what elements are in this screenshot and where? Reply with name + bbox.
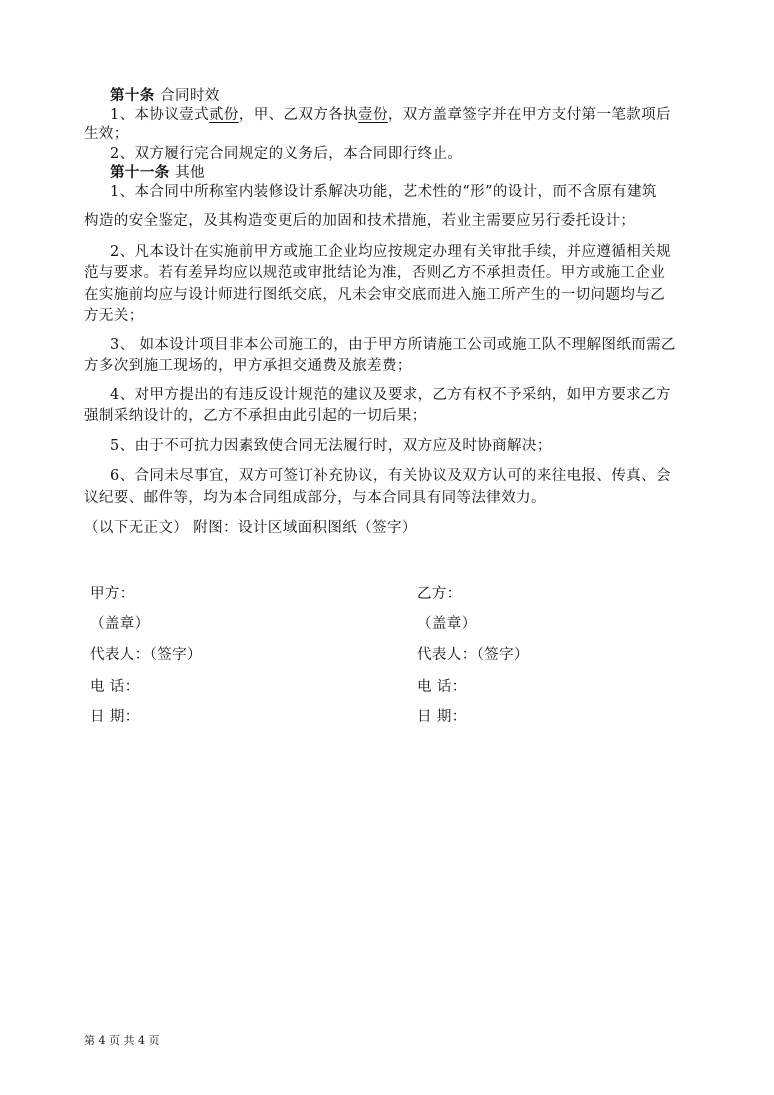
article-10-subtitle: 合同时效 xyxy=(160,88,220,104)
clause-text: 1、本协议壹式 xyxy=(110,107,210,123)
article-11-heading xyxy=(110,163,205,183)
article-11-item-5: 5、由于不可抗力因素致使合同无法履行时，双方应及时协商解决； xyxy=(110,438,552,454)
article-11-item-3: 3、 如本设计项目非本公司施工的，由于甲方所请施工公司或施工队不理解图纸而需乙 xyxy=(110,337,676,353)
party-b-label: 乙方： xyxy=(417,586,462,602)
article-11-item-2: 2、凡本设计在实施前甲方或施工企业均应按规定办理有关审批手续，并应遵循相关规 xyxy=(110,244,671,260)
copies-total: 贰份 xyxy=(209,107,239,123)
article-10-clause-2: 2、双方履行完合同规定的义务后，本合同即行终止。 xyxy=(110,146,463,162)
page-footer: 第 4 页 共 4 页 xyxy=(84,1034,160,1047)
article-10-clause-1 xyxy=(110,105,671,125)
article-11-title: 第十一条 xyxy=(110,164,170,181)
article-11-item-2-cont-1: 范与要求。若有差异均应以规范或审批结论为准，否则乙方不承担责任。甲方或施工企业 xyxy=(84,265,666,281)
party-a-date: 日 期： xyxy=(90,709,140,725)
article-10-heading xyxy=(110,86,220,106)
article-11-item-2-cont-3: 方无关； xyxy=(84,308,144,324)
article-11-item-6: 6、合同未尽事宜，双方可签订补充协议，有关协议及双方认可的来往电报、传真、会 xyxy=(110,468,671,484)
article-11-item-2-cont-2: 在实施前均应与设计师进行图纸交底，凡未会审交底而进入施工所产生的一切问题均与乙 xyxy=(84,287,666,303)
article-11-item-1: 1、本合同中所称室内装修设计系解决功能，艺术性的“形”的设计，而不含原有建筑 xyxy=(110,184,657,200)
clause-text: ，双方盖章签字并在甲方支付第一笔款项后 xyxy=(387,107,671,123)
party-a-label: 甲方： xyxy=(90,586,135,602)
article-11-item-4-cont: 强制采纳设计的，乙方不承担由此引起的一切后果； xyxy=(84,408,427,424)
article-11-item-6-cont: 议纪要、邮件等，均为本合同组成部分，与本合同具有同等法律效力。 xyxy=(84,490,546,506)
party-b-phone: 电 话： xyxy=(417,679,467,695)
copies-each: 壹份 xyxy=(358,107,388,123)
article-10-title: 第十条 xyxy=(110,87,155,104)
article-11-subtitle: 其他 xyxy=(175,165,205,181)
article-10-clause-1-cont: 生效； xyxy=(84,126,129,142)
end-of-text-note: （以下无正文） 附图：设计区域面积图纸（签字） xyxy=(84,520,417,536)
article-11-item-1-cont: 构造的安全鉴定，及其构造变更后的加固和技术措施，若业主需要应另行委托设计； xyxy=(84,213,636,229)
party-b-representative: 代表人：（签字） xyxy=(417,647,529,663)
party-a-seal: （盖章） xyxy=(90,616,150,632)
clause-text: ，甲、乙双方各执 xyxy=(238,107,359,123)
party-b-seal: （盖章） xyxy=(417,616,477,632)
party-b-date: 日 期： xyxy=(417,709,467,725)
article-11-item-4: 4、对甲方提出的有违反设计规范的建议及要求，乙方有权不予采纳，如甲方要求乙方 xyxy=(110,387,671,403)
party-a-phone: 电 话： xyxy=(90,679,140,695)
party-a-representative: 代表人：（签字） xyxy=(90,647,202,663)
article-11-item-3-cont: 方多次到施工现场的，甲方承担交通费及旅差费； xyxy=(84,358,412,374)
